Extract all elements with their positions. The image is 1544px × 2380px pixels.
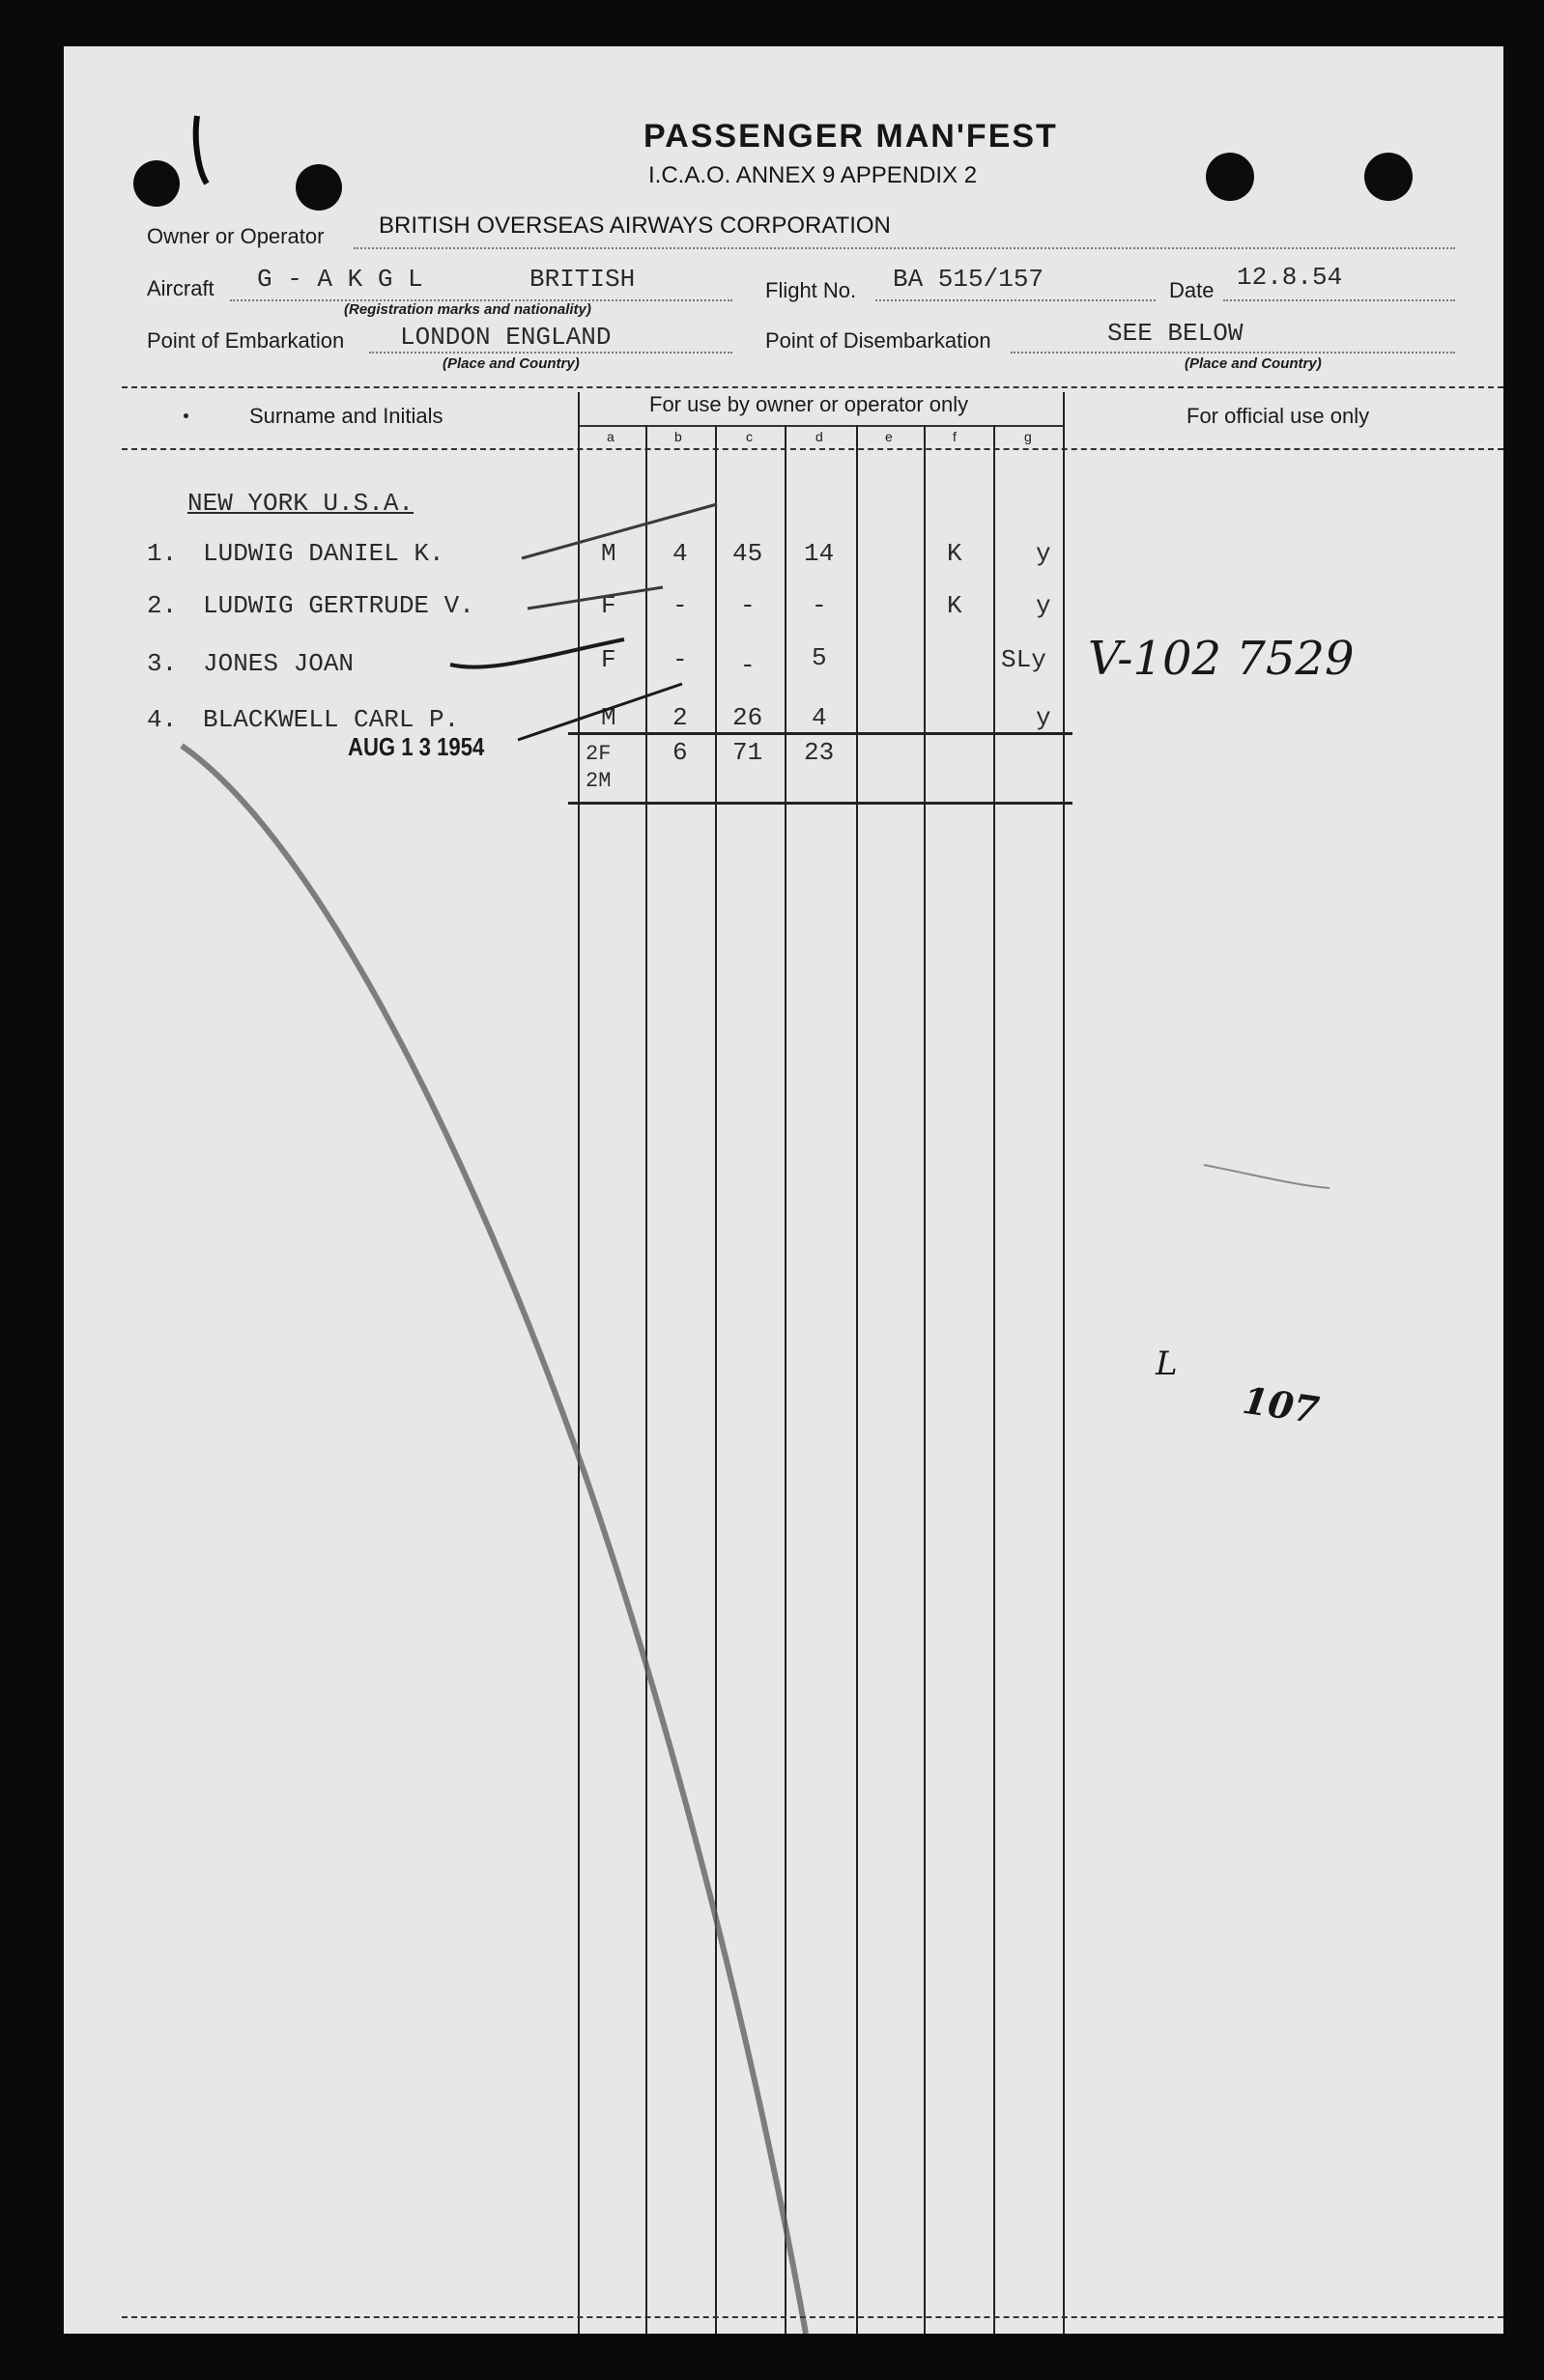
row-3-d: 5 bbox=[812, 643, 827, 672]
row-2-b: - bbox=[672, 591, 688, 620]
pen-marks-overlay bbox=[64, 46, 1503, 2334]
date-label: Date bbox=[1169, 278, 1215, 302]
row-1-g: y bbox=[1036, 539, 1051, 568]
embarkation-label: Point of Embarkation bbox=[147, 328, 345, 353]
flight-number: BA 515/157 bbox=[893, 265, 1044, 294]
disembarkation-value: SEE BELOW bbox=[1107, 319, 1244, 348]
row-2-g: y bbox=[1036, 591, 1051, 620]
header-official-use: For official use only bbox=[1187, 404, 1370, 428]
row-1-a: M bbox=[601, 539, 616, 568]
sheet-bottom-rule bbox=[122, 2316, 1503, 2318]
aircraft-label: Aircraft bbox=[147, 276, 214, 300]
row-4-c: 26 bbox=[732, 703, 763, 732]
totals-d: 23 bbox=[804, 738, 835, 767]
row-4-d: 4 bbox=[812, 703, 827, 732]
destination-heading: NEW YORK U.S.A. bbox=[187, 489, 415, 518]
subcol-g: g bbox=[1024, 429, 1032, 444]
row-3-g: SLy bbox=[1001, 645, 1046, 674]
totals-c: 71 bbox=[732, 738, 763, 767]
row-3-c: - bbox=[740, 651, 756, 680]
aircraft-registration: G - A K G L bbox=[257, 265, 423, 294]
row-3-name: JONES JOAN bbox=[203, 649, 355, 678]
row-2-c: - bbox=[740, 591, 756, 620]
subcol-a: a bbox=[607, 429, 615, 444]
row-2-d: - bbox=[812, 591, 827, 620]
flight-date: 12.8.54 bbox=[1237, 263, 1343, 292]
subcol-d: d bbox=[815, 429, 823, 444]
subcol-f: f bbox=[953, 429, 957, 444]
manifest-subtitle: I.C.A.O. ANNEX 9 APPENDIX 2 bbox=[648, 162, 978, 188]
row-3-num: 3. bbox=[147, 649, 178, 678]
tick-mark-row-3 bbox=[450, 639, 624, 667]
tick-mark-row-2 bbox=[528, 587, 663, 609]
row-2-num: 2. bbox=[147, 591, 178, 620]
top-left-mark bbox=[196, 116, 207, 184]
handwritten-l-mark: L bbox=[1156, 1345, 1178, 1383]
row-3-b: - bbox=[672, 645, 688, 674]
totals-a-male: 2M bbox=[586, 769, 612, 793]
disembarkation-caption: (Place and Country) bbox=[1185, 355, 1322, 372]
tick-mark-row-1 bbox=[522, 504, 717, 558]
row-1-d: 14 bbox=[804, 539, 835, 568]
embarkation-value: LONDON ENGLAND bbox=[400, 323, 612, 352]
tick-mark-row-4 bbox=[518, 684, 682, 740]
subcol-e: e bbox=[885, 429, 893, 444]
handwritten-reference-number: V-102 7529 bbox=[1088, 632, 1355, 686]
subcol-b: b bbox=[674, 429, 682, 444]
owner-label: Owner or Operator bbox=[147, 224, 325, 248]
row-1-c: 45 bbox=[732, 539, 763, 568]
disembarkation-label: Point of Disembarkation bbox=[765, 328, 991, 353]
owner-value: BRITISH OVERSEAS AIRWAYS CORPORATION bbox=[379, 212, 891, 239]
row-4-b: 2 bbox=[672, 703, 688, 732]
aircraft-nationality: BRITISH bbox=[529, 265, 636, 294]
row-1-f: K bbox=[947, 539, 962, 568]
row-4-g: y bbox=[1036, 703, 1051, 732]
row-2-name: LUDWIG GERTRUDE V. bbox=[203, 591, 474, 620]
row-2-a: F bbox=[601, 591, 616, 620]
row-1-b: 4 bbox=[672, 539, 688, 568]
pencil-stroke-long bbox=[182, 746, 806, 2334]
row-4-num: 4. bbox=[147, 705, 178, 734]
manifest-sheet bbox=[64, 46, 1503, 2334]
embarkation-caption: (Place and Country) bbox=[443, 355, 580, 372]
header-surname: Surname and Initials bbox=[249, 404, 443, 428]
row-1-num: 1. bbox=[147, 539, 178, 568]
received-date-stamp: AUG 1 3 1954 bbox=[348, 732, 485, 761]
row-4-name: BLACKWELL CARL P. bbox=[203, 705, 460, 734]
handwritten-page-number: 107 bbox=[1240, 1377, 1323, 1432]
row-2-f: K bbox=[947, 591, 962, 620]
totals-b: 6 bbox=[672, 738, 688, 767]
header-owner-use: For use by owner or operator only bbox=[649, 392, 969, 416]
subcol-c: c bbox=[746, 429, 753, 444]
row-3-a: F bbox=[601, 645, 616, 674]
row-4-a: M bbox=[601, 703, 616, 732]
registration-caption: (Registration marks and nationality) bbox=[344, 301, 591, 318]
totals-a-female: 2F bbox=[586, 742, 612, 766]
flight-label: Flight No. bbox=[765, 278, 857, 302]
row-1-name: LUDWIG DANIEL K. bbox=[203, 539, 444, 568]
manifest-title: PASSENGER MAN'FEST bbox=[643, 118, 1058, 155]
faint-pencil-mark bbox=[1204, 1165, 1330, 1188]
